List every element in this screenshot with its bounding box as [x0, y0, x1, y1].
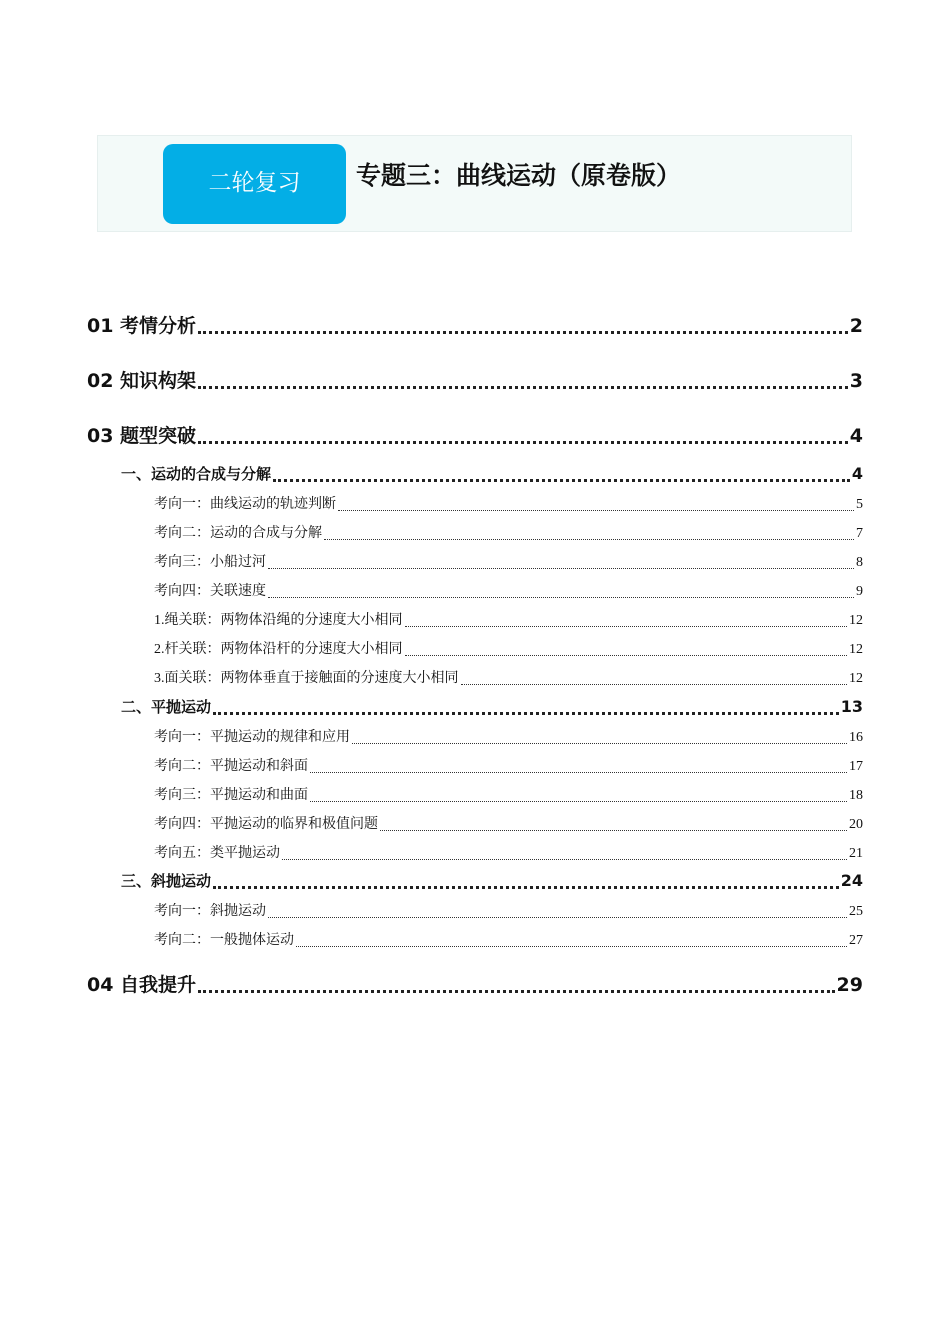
toc-entry-page: 24	[840, 871, 863, 890]
toc-entry-page: 12	[849, 671, 863, 686]
toc-dot-leader	[213, 712, 839, 715]
toc-entry-page: 4	[851, 464, 863, 483]
toc-entry-page: 13	[840, 697, 863, 716]
toc-dot-leader	[338, 510, 854, 511]
toc-entry-title: 考向二：平抛运动和斜面	[154, 759, 308, 774]
toc-dot-leader	[282, 859, 847, 860]
toc-entry-page: 8	[856, 555, 863, 570]
toc-subsection-entry[interactable]	[154, 755, 863, 777]
toc-subsection-entry[interactable]	[154, 813, 863, 835]
toc-entry-page: 12	[849, 613, 863, 628]
toc-subsection-entry[interactable]	[154, 929, 863, 951]
toc-dot-leader	[268, 917, 847, 918]
toc-entry-page: 18	[849, 788, 863, 803]
toc-entry-page: 4	[849, 425, 863, 447]
toc-entry-title: 考向五：类平抛运动	[154, 846, 280, 861]
toc-dot-leader	[198, 331, 848, 334]
toc-dot-leader	[405, 626, 848, 627]
toc-entry-page: 2	[849, 315, 863, 337]
toc-subsection-entry[interactable]	[154, 784, 863, 806]
toc-entry-title: 04 自我提升	[87, 974, 197, 996]
toc-subsection-entry[interactable]	[154, 522, 863, 544]
toc-dot-leader	[268, 568, 854, 569]
toc-entry-page: 16	[849, 730, 863, 745]
toc-entry-page: 3	[849, 370, 863, 392]
toc-entry-title: 考向四：平抛运动的临界和极值问题	[154, 817, 378, 832]
toc-subsection-entry[interactable]	[154, 667, 863, 689]
toc-dot-leader	[352, 743, 847, 744]
toc-entry-title: 考向一：平抛运动的规律和应用	[154, 730, 350, 745]
toc-entry-title: 二、平抛运动	[121, 698, 212, 716]
toc-dot-leader	[213, 886, 839, 889]
toc-entry-title: 考向一：曲线运动的轨迹判断	[154, 497, 336, 512]
toc-entry-page: 20	[849, 817, 863, 832]
toc-entry-title: 考向四：关联速度	[154, 584, 266, 599]
toc-entry-page: 9	[856, 584, 863, 599]
toc-section-entry[interactable]	[121, 870, 863, 894]
toc-dot-leader	[198, 990, 834, 993]
toc-entry-title: 1.绳关联：两物体沿绳的分速度大小相同	[154, 613, 403, 628]
toc-subsection-entry[interactable]	[154, 638, 863, 660]
toc-subsection-entry[interactable]	[154, 609, 863, 631]
toc-entry-page: 25	[849, 904, 863, 919]
toc-subsection-entry[interactable]	[154, 726, 863, 748]
toc-subsection-entry[interactable]	[154, 551, 863, 573]
toc-entry-page: 21	[849, 846, 863, 861]
toc-entry[interactable]	[87, 366, 863, 396]
toc-entry-page: 7	[856, 526, 863, 541]
toc-dot-leader	[268, 597, 854, 598]
toc-subsection-entry[interactable]	[154, 493, 863, 515]
toc-entry-title: 三、斜抛运动	[121, 872, 212, 890]
toc-entry-title: 01 考情分析	[87, 315, 197, 337]
toc-dot-leader	[273, 479, 850, 482]
toc-subsection-entry[interactable]	[154, 842, 863, 864]
toc-entry-page: 29	[836, 974, 863, 996]
toc-dot-leader	[198, 441, 848, 444]
toc-entry-title: 考向三：小船过河	[154, 555, 266, 570]
toc-entry[interactable]	[87, 421, 863, 451]
toc-section-entry[interactable]	[121, 696, 863, 720]
toc-entry-page: 17	[849, 759, 863, 774]
toc-entry-title: 考向三：平抛运动和曲面	[154, 788, 308, 803]
toc-dot-leader	[310, 801, 847, 802]
toc-dot-leader	[198, 386, 848, 389]
toc-entry-title: 考向一：斜抛运动	[154, 904, 266, 919]
toc-entry-page: 5	[856, 497, 863, 512]
toc-subsection-entry[interactable]	[154, 900, 863, 922]
toc-entry-title: 一、运动的合成与分解	[121, 465, 272, 483]
toc-entry-title: 3.面关联：两物体垂直于接触面的分速度大小相同	[154, 671, 459, 686]
toc-entry-title: 考向二：一般抛体运动	[154, 933, 294, 948]
toc-entry-page: 12	[849, 642, 863, 657]
toc-entry-title: 考向二：运动的合成与分解	[154, 526, 322, 541]
toc-entry[interactable]	[87, 311, 863, 341]
toc-dot-leader	[461, 684, 848, 685]
toc-entry-title: 2.杆关联：两物体沿杆的分速度大小相同	[154, 642, 403, 657]
document-title: 专题三：曲线运动（原卷版）	[356, 161, 682, 190]
toc-entry-title: 03 题型突破	[87, 425, 197, 447]
toc-dot-leader	[310, 772, 847, 773]
toc-dot-leader	[405, 655, 848, 656]
toc-section-entry[interactable]	[121, 463, 863, 487]
toc-subsection-entry[interactable]	[154, 580, 863, 602]
review-badge-label: 二轮复习	[208, 170, 301, 196]
toc-entry[interactable]	[87, 970, 863, 1000]
toc-entry-title: 02 知识构架	[87, 370, 197, 392]
toc-dot-leader	[296, 946, 847, 947]
toc-dot-leader	[380, 830, 847, 831]
toc-entry-page: 27	[849, 933, 863, 948]
toc-dot-leader	[324, 539, 854, 540]
